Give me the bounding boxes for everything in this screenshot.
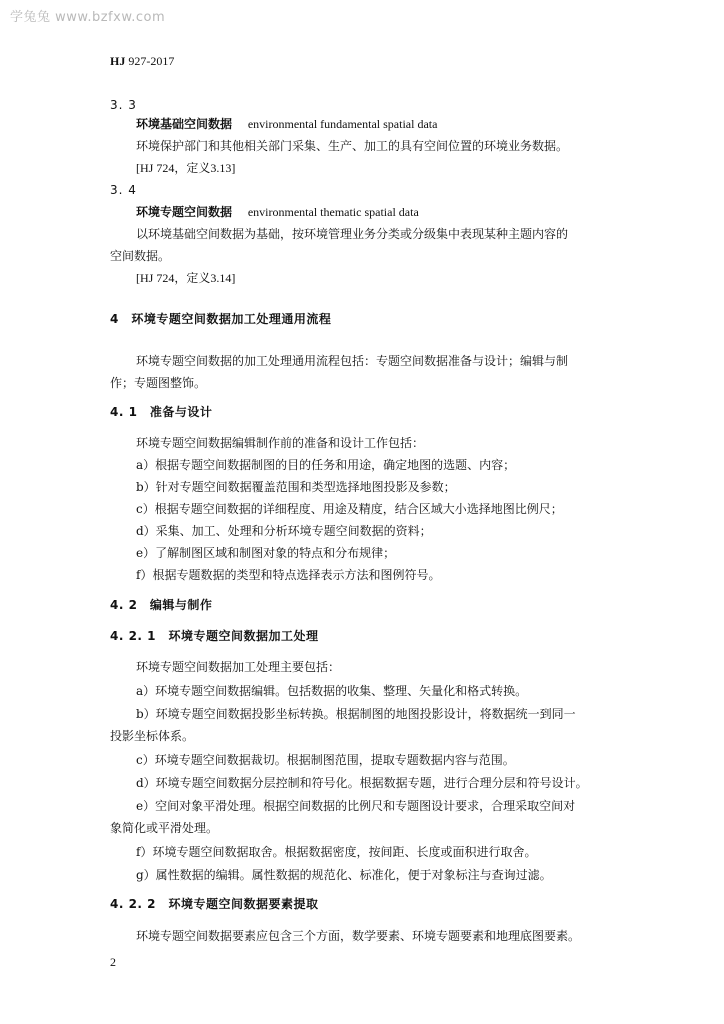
list-item-continued: 投影坐标体系。 <box>110 729 195 743</box>
paragraph: 环境专题空间数据编辑制作前的准备和设计工作包括： <box>136 436 425 450</box>
list-item: f）根据专题数据的类型和特点选择表示方法和图例符号。 <box>136 568 441 582</box>
term-entry <box>136 116 437 132</box>
list-item: b）环境专题空间数据投影坐标转换。根据制图的地图投影设计，将数据统一到同一 <box>136 707 576 721</box>
paragraph-line: 作；专题图整饰。 <box>110 376 207 390</box>
list-item: c）环境专题空间数据裁切。根据制图范围，提取专题数据内容与范围。 <box>136 753 515 767</box>
definition: 环境保护部门和其他相关部门采集、生产、加工的具有空间位置的环境业务数据。 <box>136 139 569 153</box>
paragraph: 环境专题空间数据要素应包含三个方面，数学要素、环境专题要素和地理底图要素。 <box>136 929 581 943</box>
page-number: 2 <box>110 955 116 969</box>
section-heading: 4 环境专题空间数据加工处理通用流程 <box>110 312 332 326</box>
list-item: g）属性数据的编辑。属性数据的规范化、标准化，便于对象标注与查询过滤。 <box>136 868 552 882</box>
subsection-heading: 4. 2. 1 环境专题空间数据加工处理 <box>110 629 319 643</box>
term-en: environmental thematic spatial data <box>247 205 419 219</box>
watermark: 学兔兔 www.bzfxw.com <box>10 10 166 25</box>
page-header <box>110 54 174 69</box>
clause-number: 3. 3 <box>110 98 137 112</box>
list-item: f）环境专题空间数据取舍。根据数据密度，按间距、长度或面积进行取舍。 <box>136 845 537 859</box>
list-item: b）针对专题空间数据覆盖范围和类型选择地图投影及参数； <box>136 480 456 494</box>
list-item: d）环境专题空间数据分层控制和符号化。根据数据专题，进行合理分层和符号设计。 <box>136 776 588 790</box>
list-item: e）空间对象平滑处理。根据空间数据的比例尺和专题图设计要求，合理采取空间对 <box>136 799 576 813</box>
list-item: a）环境专题空间数据编辑。包括数据的收集、整理、矢量化和格式转换。 <box>136 684 528 698</box>
term-entry <box>136 204 419 220</box>
subsection-heading: 4. 2. 2 环境专题空间数据要素提取 <box>110 897 319 911</box>
list-item: e）了解制图区域和制图对象的特点和分布规律； <box>136 546 396 560</box>
subsection-heading: 4. 1 准备与设计 <box>110 405 213 419</box>
list-item: c）根据专题空间数据的详细程度、用途及精度，结合区域大小选择地图比例尺； <box>136 502 563 516</box>
reference: [HJ 724，定义3.14] <box>136 271 236 285</box>
list-item: a）根据专题空间数据制图的目的任务和用途，确定地图的选题、内容； <box>136 458 516 472</box>
clause-number: 3. 4 <box>110 183 137 197</box>
list-item-continued: 象简化或平滑处理。 <box>110 821 219 835</box>
standard-code: HJ <box>110 54 126 68</box>
definition-line: 空间数据。 <box>110 249 171 263</box>
list-item: d）采集、加工、处理和分析环境专题空间数据的资料； <box>136 524 432 538</box>
paragraph: 环境专题空间数据加工处理主要包括： <box>136 660 341 674</box>
reference: [HJ 724，定义3.13] <box>136 161 236 175</box>
paragraph-line: 环境专题空间数据的加工处理通用流程包括：专题空间数据准备与设计；编辑与制 <box>136 354 569 368</box>
definition-line: 以环境基础空间数据为基础，按环境管理业务分类或分级集中表现某种主题内容的 <box>136 227 569 241</box>
term-zh: 环境专题空间数据 <box>136 205 233 219</box>
term-zh: 环境基础空间数据 <box>136 117 233 131</box>
standard-number: 927-2017 <box>128 54 175 68</box>
subsection-heading: 4. 2 编辑与制作 <box>110 598 213 612</box>
term-en: environmental fundamental spatial data <box>247 117 438 131</box>
